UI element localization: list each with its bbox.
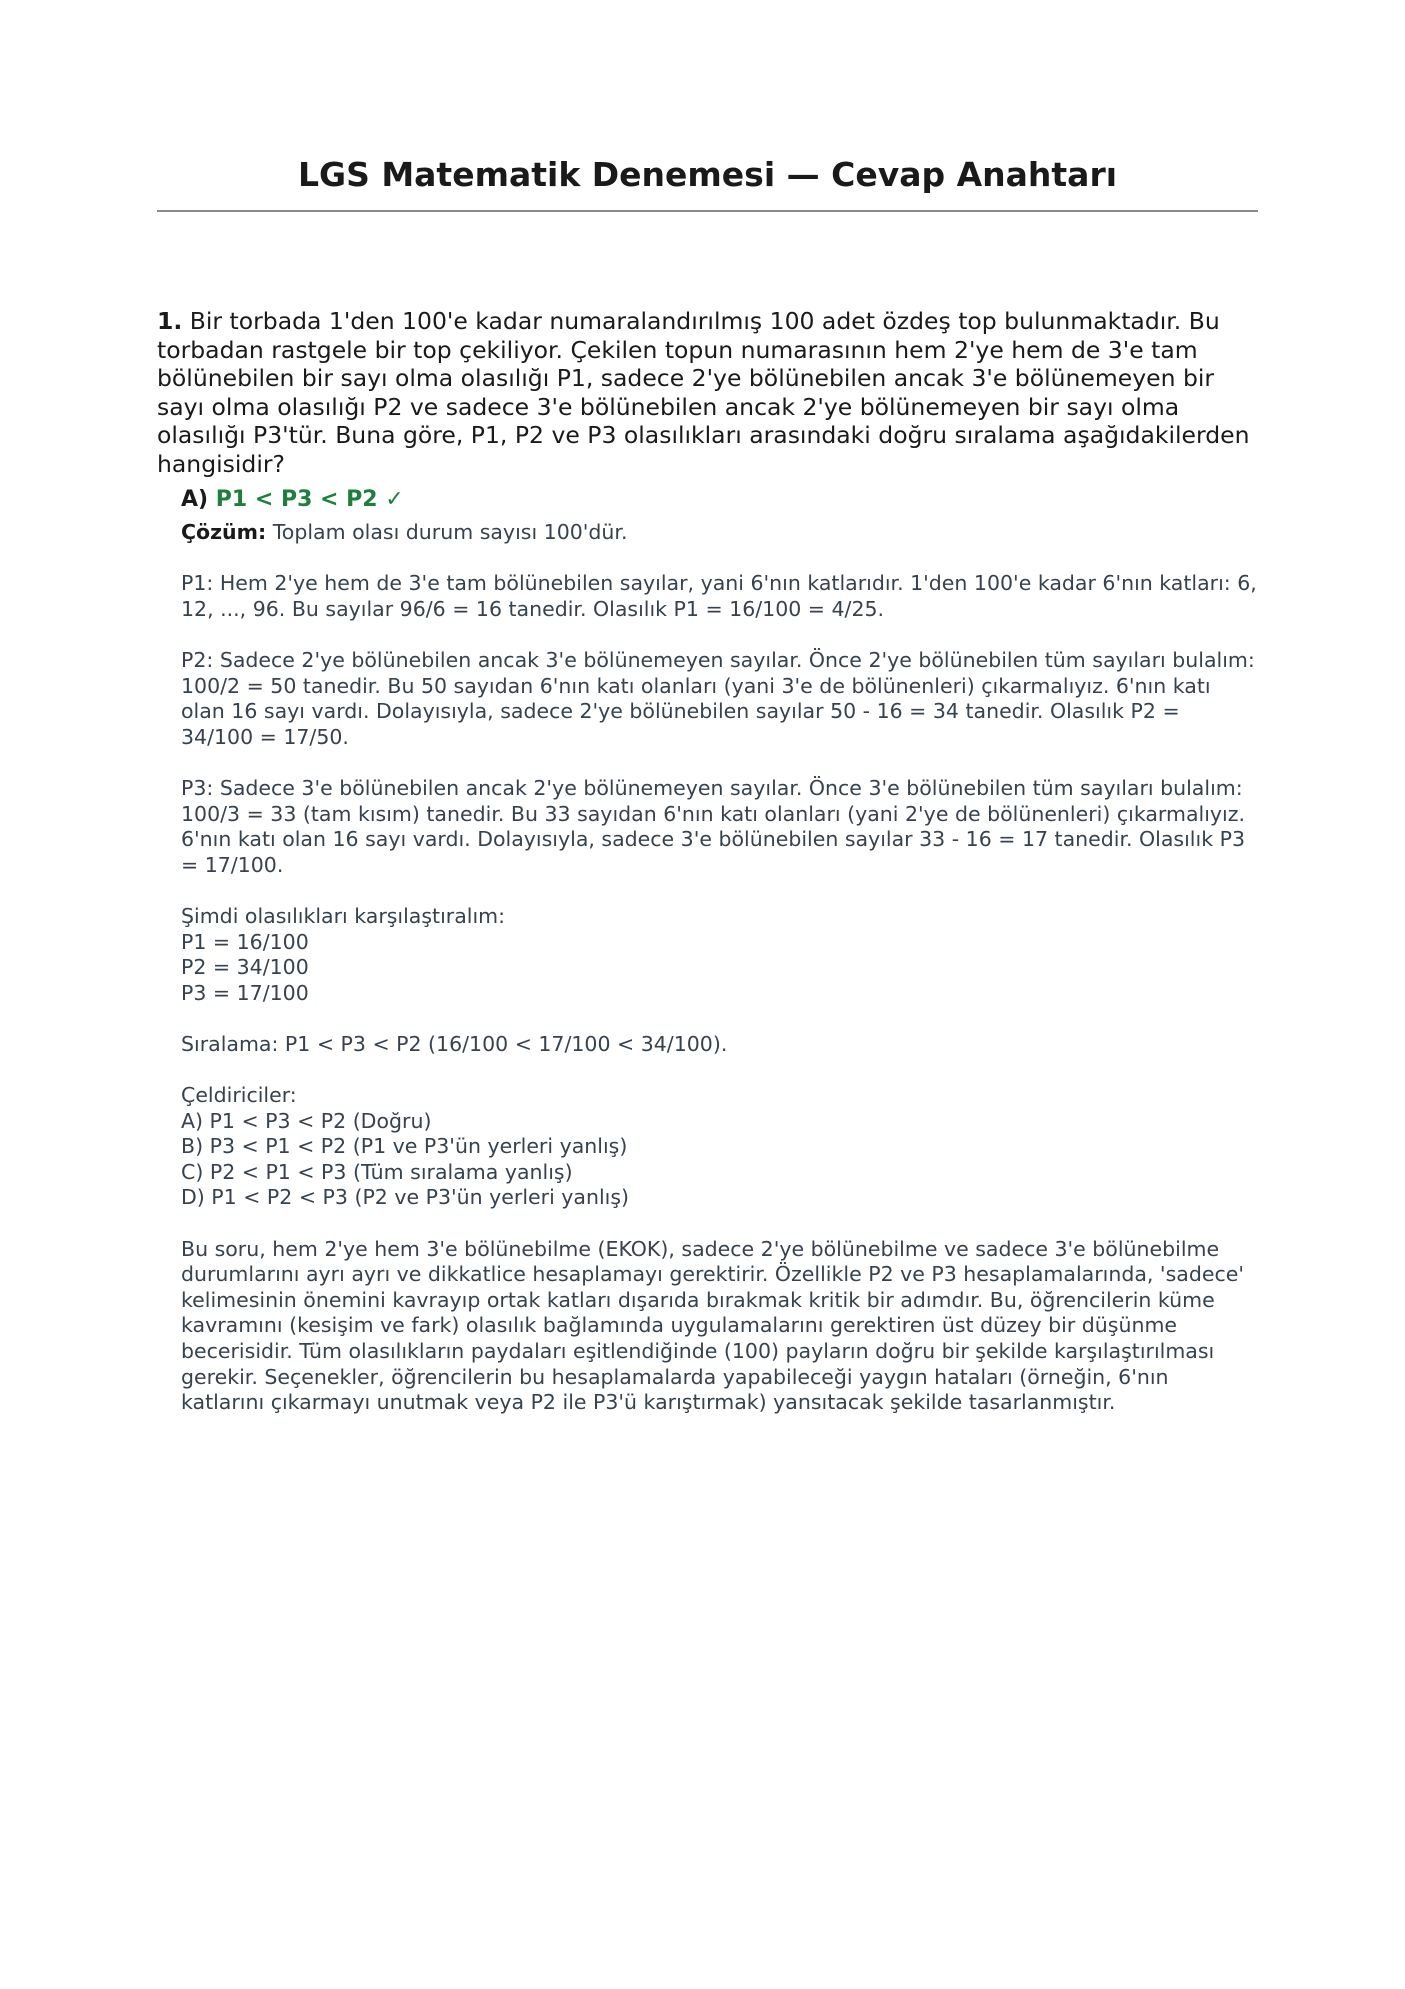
solution-intro-paragraph (181, 520, 1258, 546)
compare-line: P3 = 17/100 (181, 980, 309, 1005)
checkmark-icon: ✓ (385, 487, 404, 512)
distractor-item: D) P1 < P2 < P3 (P2 ve P3'ün yerleri yanlış) (181, 1185, 630, 1210)
ordering-line: Sıralama: P1 < P3 < P2 (16/100 < 17/100 < 34/100). (181, 1031, 728, 1056)
spacer (181, 1211, 1258, 1237)
title-divider (157, 210, 1258, 212)
spacer (181, 546, 1258, 572)
spacer (181, 750, 1258, 776)
compare-line: P1 = 16/100 (181, 929, 309, 954)
spacer (181, 1006, 1258, 1032)
solution-intro: Toplam olası durum sayısı 100'dür. (272, 520, 628, 544)
compare-line: P2 = 34/100 (181, 955, 309, 980)
spacer (181, 878, 1258, 904)
document-title: LGS Matematik Denemesi — Cevap Anahtarı (297, 155, 1118, 194)
distractor-item: C) P2 < P1 < P3 (Tüm sıralama yanlış) (181, 1159, 573, 1184)
compare-heading: Şimdi olasılıkları karşılaştıralım: (181, 903, 506, 928)
p2-explanation: P2: Sadece 2'ye bölünebilen ancak 3'e bölünemeyen sayılar. Önce 2'ye bölünebilen tüm sayıları bulalım: 100/2 = 50 tanedir. Bu 50 sayıdan 6'nın katı olanları (yani 3'e de bölünenleri) çıkarmalıyız. 6'nın katı olan 16 sayı vardı. Dolayısıyla, sadece 2'ye bölünebilen sayılar 50 - 16 = 34 tanedir. Olasılık P2 = 34/100 = 17/50. (181, 647, 1255, 749)
answer-text: P1 < P3 < P2 (215, 487, 378, 512)
distractor-item: B) P3 < P1 < P2 (P1 ve P3'ün yerleri yanlış) (181, 1134, 628, 1159)
question-1 (157, 307, 1258, 478)
solution (181, 520, 1258, 1416)
answer-letter: A) (181, 487, 209, 512)
distractors-heading: Çeldiriciler: (181, 1083, 297, 1108)
distractor-item: A) P1 < P3 < P2 (Doğru) (181, 1108, 432, 1133)
document-page (157, 150, 1258, 1416)
p1-explanation: P1: Hem 2'ye hem de 3'e tam bölünebilen sayılar, yani 6'nın katlarıdır. 1'den 100'e kadar 6'nın katları: 6, 12, ..., 96. Bu sayılar 96/6 = 16 tanedir. Olasılık P1 = 16/100 = 4/25. (181, 571, 1257, 621)
spacer (181, 1057, 1258, 1083)
p3-explanation: P3: Sadece 3'e bölünebilen ancak 2'ye bölünemeyen sayılar. Önce 3'e bölünebilen tüm sayıları bulalım: 100/3 = 33 (tam kısım) tanedir. Bu 33 sayıdan 6'nın katı olanları (yani 2'ye de bölünenleri) çıkarmalıyız. 6'nın katı olan 16 sayı vardı. Dolayısıyla, sadece 3'e bölünebilen sayılar 33 - 16 = 17 tanedir. Olasılık P3 = 17/100. (181, 775, 1246, 877)
answer-block (181, 484, 1258, 1416)
question-text: Bir torbada 1'den 100'e kadar numaralandırılmış 100 adet özdeş top bulunmaktadır. Bu torbadan rastgele bir top çekiliyor. Çekilen topun numarasının hem 2'ye hem de 3'e tam bölünebilen bir sayı olma olasılığı P1, sadece 2'ye bölünebilen ancak 3'e bölünemeyen bir sayı olma olasılığı P2 ve sadece 3'e bölünebilen ancak 2'ye bölünemeyen bir sayı olma olasılığı P3'tür. Buna göre, P1, P2 ve P3 olasılıkları arasındaki doğru sıralama aşağıdakilerden hangisidir? (157, 307, 1250, 478)
closing-paragraph: Bu soru, hem 2'ye hem 3'e bölünebilme (EKOK), sadece 2'ye bölünebilme ve sadece 3'e bölünebilme durumlarını ayrı ayrı ve dikkatlice hesaplamayı gerektirir. Özellikle P2 ve P3 hesaplamalarında, 'sadece' kelimesinin önemini kavrayıp ortak katları dışarıda bırakmak kritik bir adımdır. Bu, öğrencilerin küme kavramını (kesişim ve fark) olasılık bağlamında uygulamalarını gerektiren üst düzey bir düşünme becerisidir. Tüm olasılıkların paydaları eşitlendiğinde (100) payların doğru bir şekilde karşılaştırılması gerekir. Seçenekler, öğrencilerin bu hesaplamalarda yapabileceği yaygın hataları (örneğin, 6'nın katlarını çıkarmayı unutmak veya P2 ile P3'ü karıştırmak) yansıtacak şekilde tasarlanmıştır. (181, 1236, 1244, 1415)
spacer (181, 622, 1258, 648)
question-number: 1. (157, 307, 183, 335)
solution-label: Çözüm: (181, 520, 267, 544)
correct-answer (181, 484, 1258, 516)
